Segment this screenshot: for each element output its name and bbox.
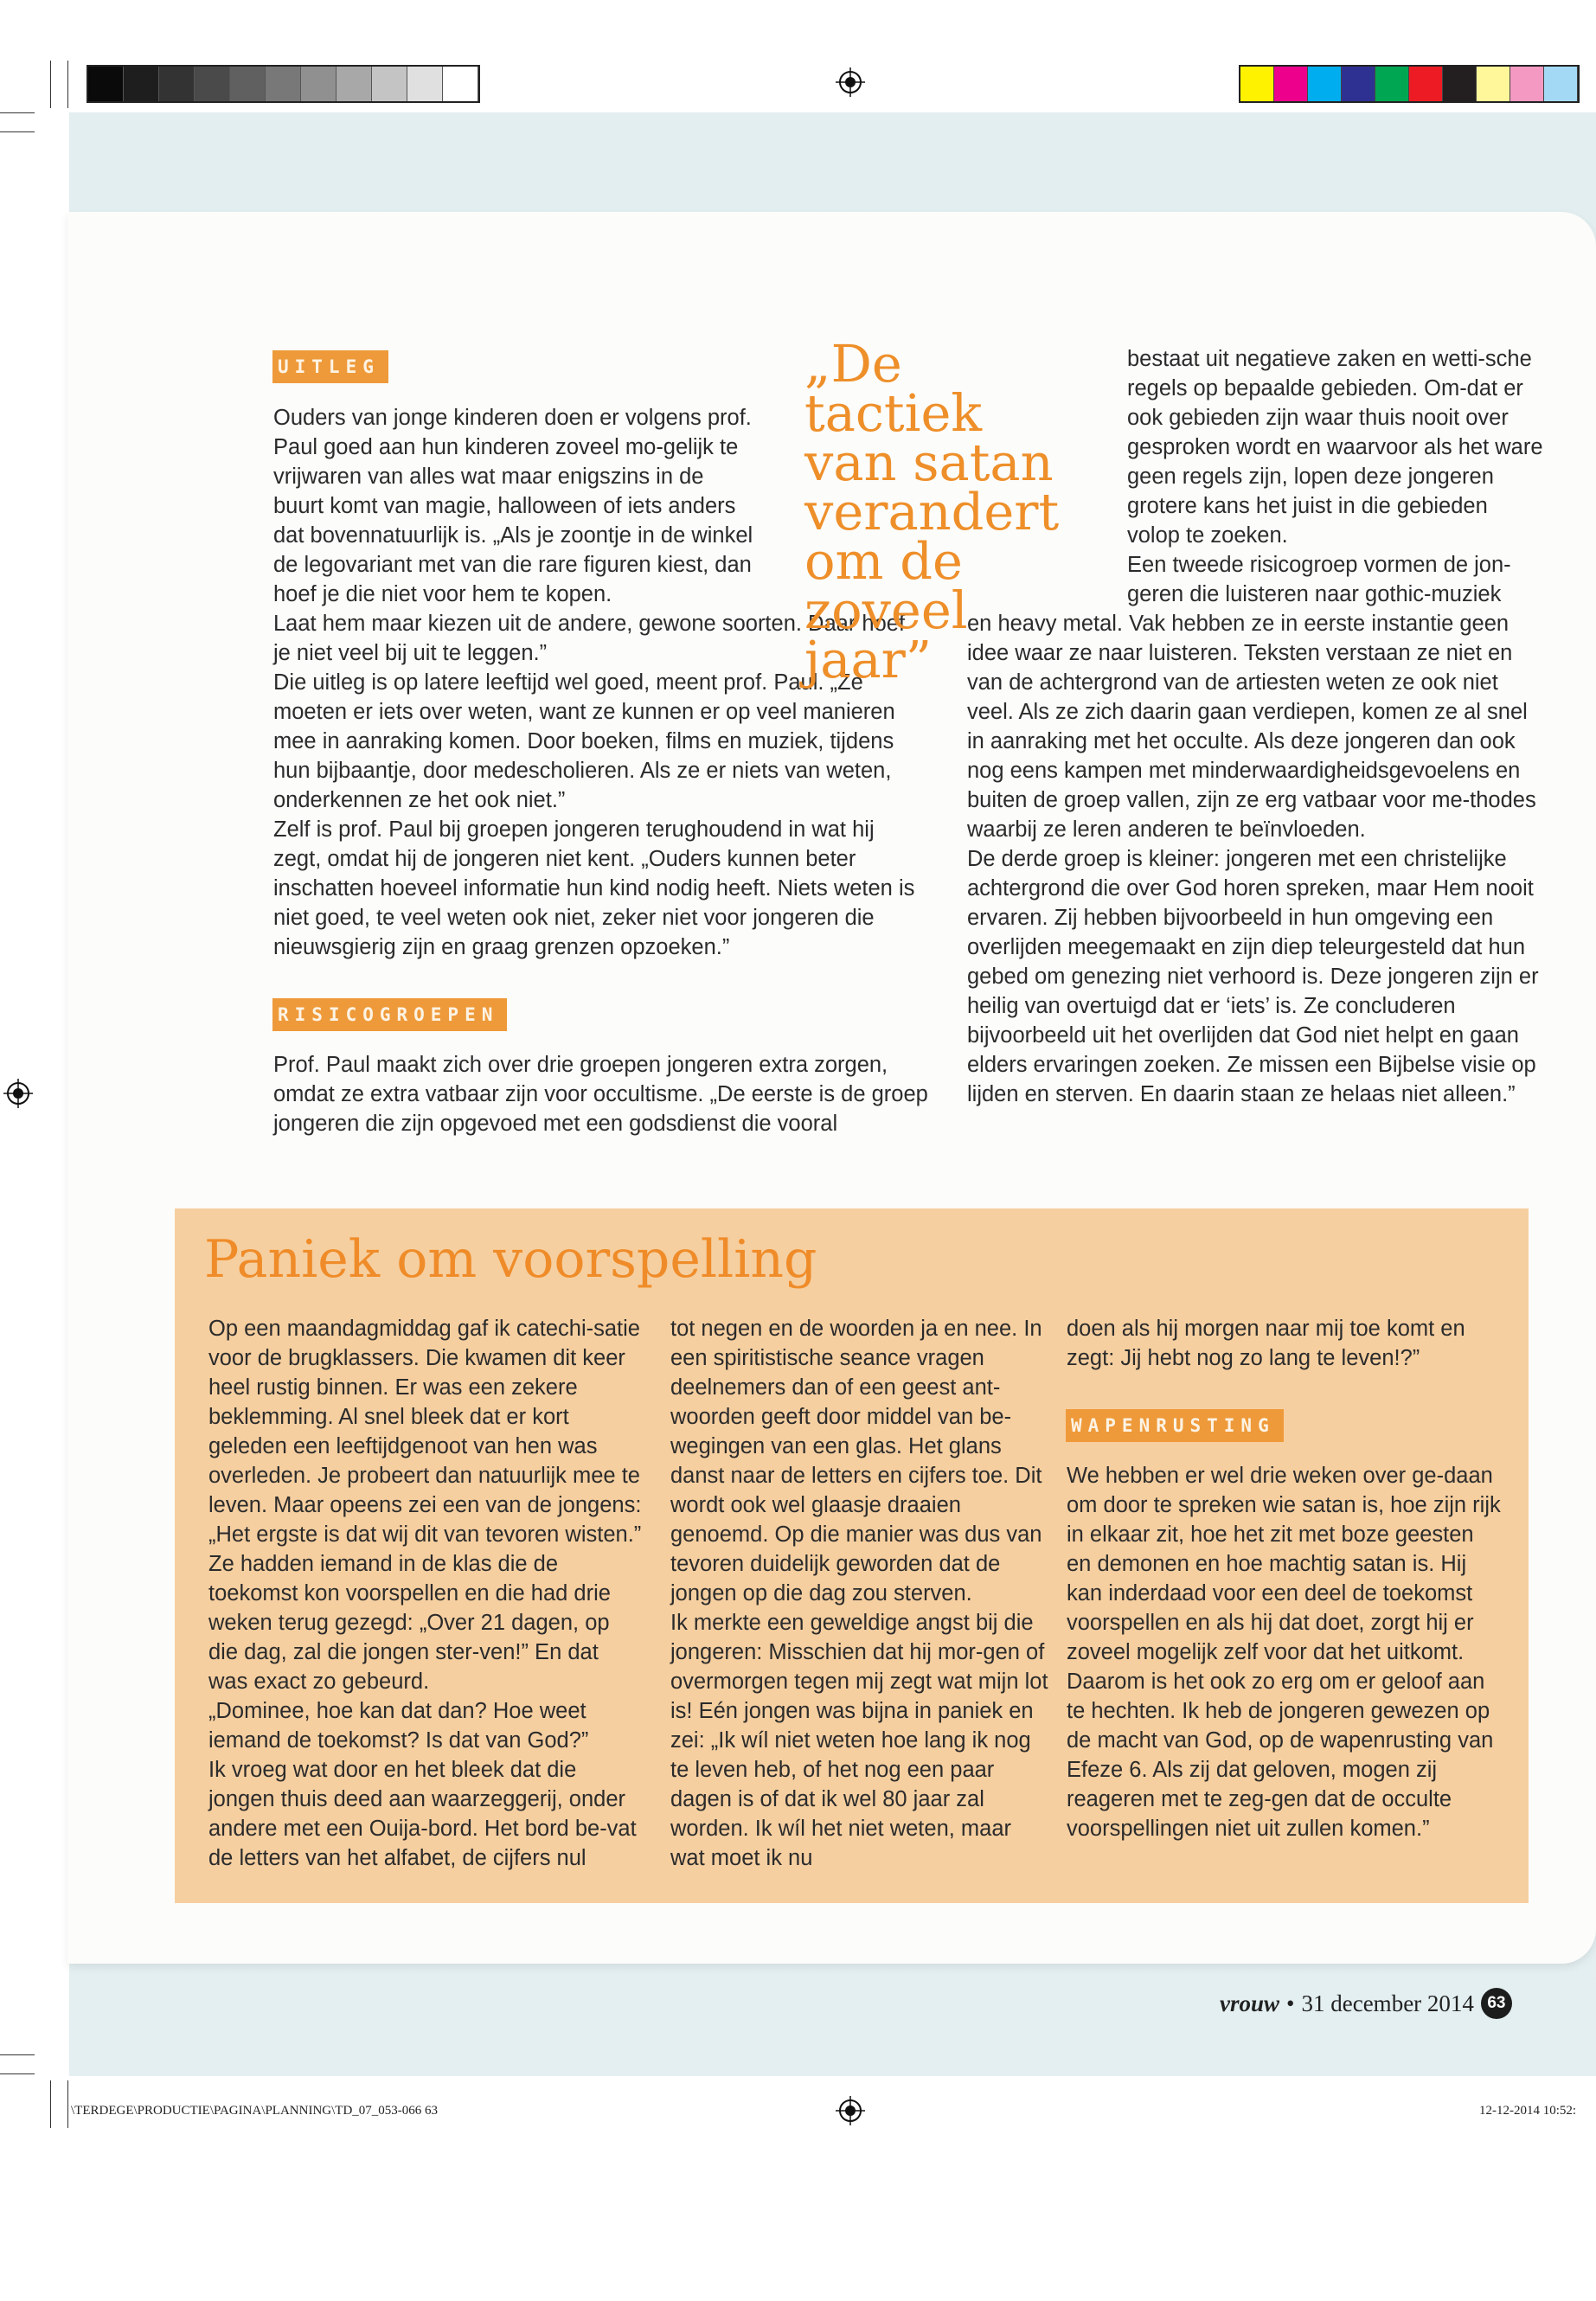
paragraph: en heavy metal. Vak hebben ze in eerste instantie geen idee waar ze naar luisteren. Teksten verstaan ze niet en van de achtergrond van de artiesten weten ze ook niet veel. Als ze zich daarin gaan verdiepen, komen ze al snel in aanraking met het occulte. Als deze jongeren dan ook nog eens kampen met minderwaardigheidsgevoelens en buiten de groep vallen, zijn ze erg vatbaar voor me-thodes waarbij ze leren anderen te beïnvloeden.	[967, 612, 1536, 842]
article-col2-intro	[1127, 344, 1544, 609]
grey-swatch	[443, 67, 478, 101]
page-footer	[1220, 1988, 1512, 2019]
paragraph: Die uitleg is op latere leeftijd wel goed, meent prof. Paul. „Ze moeten er iets over weten, want ze kunnen er op veel manieren mee in aanraking komen. Door boeken, films en muziek, tijdens hun bijbaantje, door medescholieren. Als ze er niets van weten, onderkennen ze het ook niet.”	[273, 670, 895, 812]
grey-swatch	[337, 67, 372, 101]
box-col2	[670, 1314, 1051, 1873]
paragraph: tot negen en de woorden ja en nee. In een spiritistische seance vragen deelnemers dan of een geest ant-woorden geeft door middel van be-wegingen van een glas. Het glans danst naar de letters en cijfers toe. Dit wordt ook wel glaasje draaien genoemd. Op die manier was dus van tevoren duidelijk geworden dat de jongen op die dag zou sterven.	[670, 1317, 1042, 1606]
crop-mark	[50, 61, 51, 108]
color-swatch	[1443, 67, 1477, 101]
paragraph: Een tweede risicogroep vormen de jon-geren die luisteren naar gothic-muziek	[1127, 553, 1511, 606]
color-swatch	[1409, 67, 1443, 101]
color-swatch	[1308, 67, 1342, 101]
slug-file-path: \TERDEGE\PRODUCTIE\PAGINA\PLANNING\TD_07_053-066 63	[71, 2104, 439, 2118]
paragraph: Prof. Paul maakt zich over drie groepen jongeren extra zorgen, omdat ze extra vatbaar zijn voor occultisme. „De eerste is de groep jongeren die zijn opgevoed met een godsdienst die vooral	[273, 1053, 928, 1136]
grey-calibration-bar	[87, 65, 480, 103]
footer-separator: •	[1286, 1990, 1295, 2016]
grey-swatch	[230, 67, 266, 101]
paragraph: We hebben er wel drie weken over ge-daan om door te spreken wie satan is, hoe zijn rijk in elkaar zit, hoe het zit met boze geesten en demonen en hoe machtig satan is. Hij kan inderdaad voor een deel de toekomst voorspellen en als hij dat doet, zorgt hij er zoveel mogelijk zelf voor dat het uitkomt. Daarom is het ook zo erg om er geloof aan te hechten. Ik heb de jongeren gewezen op de macht van God, op de wapenrusting van Efeze 6. Als zij dat geloven, mogen zij reageren met te zeg-gen dat de occulte voorspellingen niet uit zullen komen.”	[1067, 1464, 1501, 1841]
crop-mark	[67, 61, 68, 108]
paragraph: doen als hij morgen naar mij toe komt en zegt: Jij hebt nog zo lang te leven!?”	[1067, 1317, 1465, 1370]
paragraph: Op een maandagmiddag gaf ik catechi-satie voor de brugklassers. Die kwamen dit keer heel rustig binnen. Er was een zekere beklemming. Al snel bleek dat er kort geleden een leeftijdgenoot van hen was overleden. Je probeert dan natuurlijk mee te leven. Maar opeens zei een van de jongens: „Het ergste is dat wij dit van tevoren wisten.” Ze hadden iemand in de klas die de toekomst kon voorspellen en die had drie weken terug gezegd: „Over 21 dagen, op die dag, zal die jongen ster-ven!” En dat was exact zo gebeurd.	[208, 1317, 642, 1694]
grey-swatch	[159, 67, 195, 101]
crop-mark	[0, 2054, 35, 2055]
color-swatch	[1510, 67, 1544, 101]
paragraph: Laat hem maar kiezen uit de andere, gewone soorten. Daar hoef je niet veel bij uit te leggen.”	[273, 612, 906, 665]
paragraph: Ik vroeg wat door en het bleek dat die jongen thuis deed aan waarzeggerij, onder andere met een Ouija-bord. Het bord be-vat de letters van het alfabet, de cijfers nul	[208, 1758, 637, 1870]
color-swatch	[1375, 67, 1409, 101]
grey-swatch	[301, 67, 337, 101]
issue-date: 31 december 2014	[1301, 1990, 1474, 2016]
grey-swatch	[88, 67, 124, 101]
grey-swatch	[195, 67, 230, 101]
grey-swatch	[124, 67, 159, 101]
registration-mark-icon	[3, 1079, 33, 1108]
crop-mark	[50, 2080, 51, 2128]
color-swatch	[1477, 67, 1510, 101]
magazine-brand: vrouw	[1220, 1990, 1280, 2016]
section-label-uitleg: UITLEG	[272, 350, 388, 383]
crop-mark	[0, 112, 35, 113]
pull-quote: „De tactiek van satan verandert om de zoveel jaar”	[804, 334, 1060, 689]
paragraph: Zelf is prof. Paul bij groepen jongeren terughoudend in wat hij zegt, omdat hij de jongeren niet kent. „Ouders kunnen beter inschatten hoeveel informatie hun kind nodig heeft. Niets weten is niet goed, te veel weten ook niet, zeker niet voor jongeren die nieuwsgierig zijn en graag grenzen opzoeken.”	[273, 817, 915, 959]
article-col1-intro	[273, 403, 758, 609]
box-col3-body	[1067, 1461, 1503, 1843]
article-col2-body	[967, 609, 1547, 1109]
registration-mark-icon	[836, 67, 865, 97]
paragraph: Ik merkte een geweldige angst bij die jongeren: Misschien dat hij mor-gen of overmorgen tegen mij zegt wat mijn lot is! Eén jongen was bijna in paniek en zei: „Ik wíl niet weten hoe lang ik nog te leven heb, of het nog een paar dagen is of dat ik wel 80 jaar zal worden. Ik wíl het niet weten, maar wat moet ik nu	[670, 1611, 1048, 1870]
box-title: Paniek om voorspelling	[204, 1229, 817, 1290]
article-col1-risico	[273, 1050, 931, 1138]
crop-mark	[0, 2073, 35, 2074]
crop-mark	[67, 2080, 68, 2128]
color-swatch	[1544, 67, 1578, 101]
registration-mark-icon	[836, 2096, 865, 2125]
grey-swatch	[372, 67, 407, 101]
box-col1	[208, 1314, 643, 1873]
paragraph: De derde groep is kleiner: jongeren met een christelijke achtergrond die over God horen spreken, maar Hem nooit ervaren. Zij hebben bijvoorbeeld in hun omgeving een overlijden meegemaakt en zijn diep teleurgesteld dat hun gebed om genezing niet verhoord is. Deze jongeren zijn er heilig van overtuigd dat er ‘iets’ is. Ze concluderen bijvoorbeeld uit het overlijden dat God niet helpt en gaan elders ervaringen zoeken. Ze missen een Bijbelse visie op lijden en sterven. En daarin staan ze helaas niet alleen.”	[967, 847, 1539, 1106]
paragraph: „Dominee, hoe kan dat dan? Hoe weet iemand de toekomst? Is dat van God?”	[208, 1699, 589, 1753]
color-calibration-bar	[1239, 65, 1580, 103]
color-swatch	[1240, 67, 1274, 101]
box-col3-top	[1067, 1314, 1503, 1373]
section-label-wapenrusting: WAPENRUSTING	[1066, 1409, 1284, 1442]
slug-timestamp: 12-12-2014 10:52:	[1479, 2104, 1577, 2118]
paragraph: bestaat uit negatieve zaken en wetti-sche regels op bepaalde gebieden. Om-dat er ook gebieden zijn waar thuis nooit over gesproken wordt en waarvoor als het ware geen regels zijn, lopen deze jongeren grotere kans het juist in die gebieden volop te zoeken.	[1127, 347, 1543, 548]
page-number: 63	[1481, 1988, 1512, 2019]
section-label-risicogroepen: RISICOGROEPEN	[272, 998, 507, 1031]
grey-swatch	[407, 67, 443, 101]
grey-swatch	[266, 67, 301, 101]
crop-mark	[0, 131, 35, 132]
color-swatch	[1274, 67, 1308, 101]
paragraph: Ouders van jonge kinderen doen er volgens prof. Paul goed aan hun kinderen zoveel mo-gelijk te vrijwaren van alles wat maar enigszins in de buurt komt van magie, halloween of iets anders dat bovennatuurlijk is. „Als je zoontje in de winkel de legovariant met van die rare figuren kiest, dan hoef je die niet voor hem te kopen.	[273, 406, 753, 606]
color-swatch	[1342, 67, 1375, 101]
